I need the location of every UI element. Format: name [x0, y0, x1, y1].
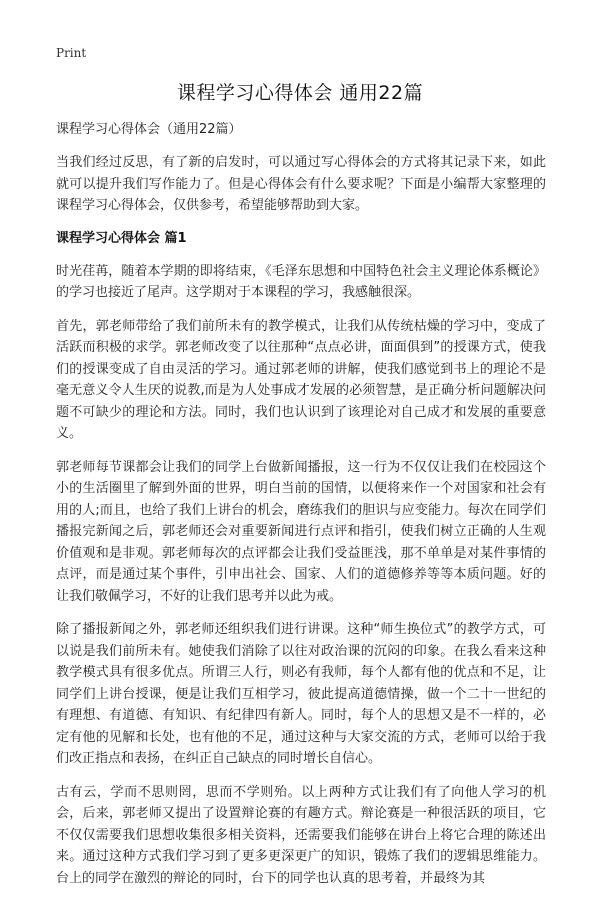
- section-heading: 课程学习心得体会 篇1: [56, 230, 187, 246]
- body-paragraph: 首先，郭老师带给了我们前所未有的教学模式，让我们从传统枯燥的学习中，变成了活跃而积极的求学。郭老师改变了以往那种“点点必讲，面面俱到”的授课方式，使我们的授课变成了自由灵活的学习。通过郭老师的讲解，使我们感觉到书上的理论不是毫无意义令人生厌的说教,而是为人处事成才发展的必须智慧，是正确分析问题解决问题不可缺少的理论和方法。同时，我们也认识到了该理论对自己成才和发展的重要意义。: [56, 318, 546, 441]
- body-paragraph: 古有云，学而不思则罔，思而不学则殆。以上两种方式让我们有了向他人学习的机会，后来，郭老师又提出了设置辩论赛的有趣方式。辩论赛是一种很活跃的项目，它不仅仅需要我们思想收集很多相关资料，还需要我们能够在讲台上将它合理的陈述出来。通过这种方式我们学习到了更多更深更广的知识，锻炼了我们的逻辑思维能力。台上的同学在激烈的辩论的同时，台下的同学也认真的思考着，并最终为其: [56, 784, 546, 886]
- page-title: 课程学习心得体会 通用22篇: [176, 82, 424, 104]
- article-body: [56, 120, 546, 901]
- document-subtitle: 课程学习心得体会（通用22篇）: [56, 122, 242, 137]
- body-paragraph: 郭老师每节课都会让我们的同学上台做新闻播报，这一行为不仅仅让我们在校园这个小的生活圈里了解到外面的世界，明白当前的国情，以便将来作一个对国家和社会有用的人;而且，也给了我们上讲台的机会，磨练我们的胆识与应变能力。每次在同学们播报完新闻之后，郭老师还会对重要新闻进行点评和指引，使我们树立正确的人生观价值观和是非观。郭老师每次的点评都会让我们受益匪浅，那不单单是对某件事情的点评，而是通过某个事件，引申出社会、国家、人们的道德修养等等本质问题。好的让我们敬佩学习，不好的让我们思考并以此为戒。: [56, 459, 546, 604]
- print-link[interactable]: Print: [56, 46, 87, 60]
- intro-paragraph: 当我们经过反思，有了新的启发时，可以通过写心得体会的方式将其记录下来，如此就可以提升我们写作能力了。但是心得体会有什么要求呢？下面是小编帮大家整理的课程学习心得体会，仅供参考，希望能够帮助到大家。: [56, 155, 546, 213]
- body-paragraph: 时光荏苒，随着本学期的即将结束，《毛泽东思想和中国特色社会主义理论体系概论》的学习也接近了尾声。这学期对于本课程的学习，我感触很深。: [56, 263, 546, 300]
- body-paragraph: 除了播报新闻之外，郭老师还组织我们进行讲课。这种“师生换位式”的教学方式，可以说是我们前所未有。她使我们消除了以往对政治课的沉闷的印象。在我么看来这种教学模式具有很多优点。所谓三人行，则必有我师，每个人都有他的优点和不足，让同学们上讲台授课，便是让我们互相学习，彼此提高道德情操，做一个二十一世纪的有理想、有道德、有知识、有纪律四有新人。同时，每个人的思想又是不一样的，必定有他的见解和长处，也有他的不足，通过这种与大家交流的方式，老师可以给于我们改正指点和表扬，在纠正自己缺点的同时增长自信心。: [56, 622, 546, 766]
